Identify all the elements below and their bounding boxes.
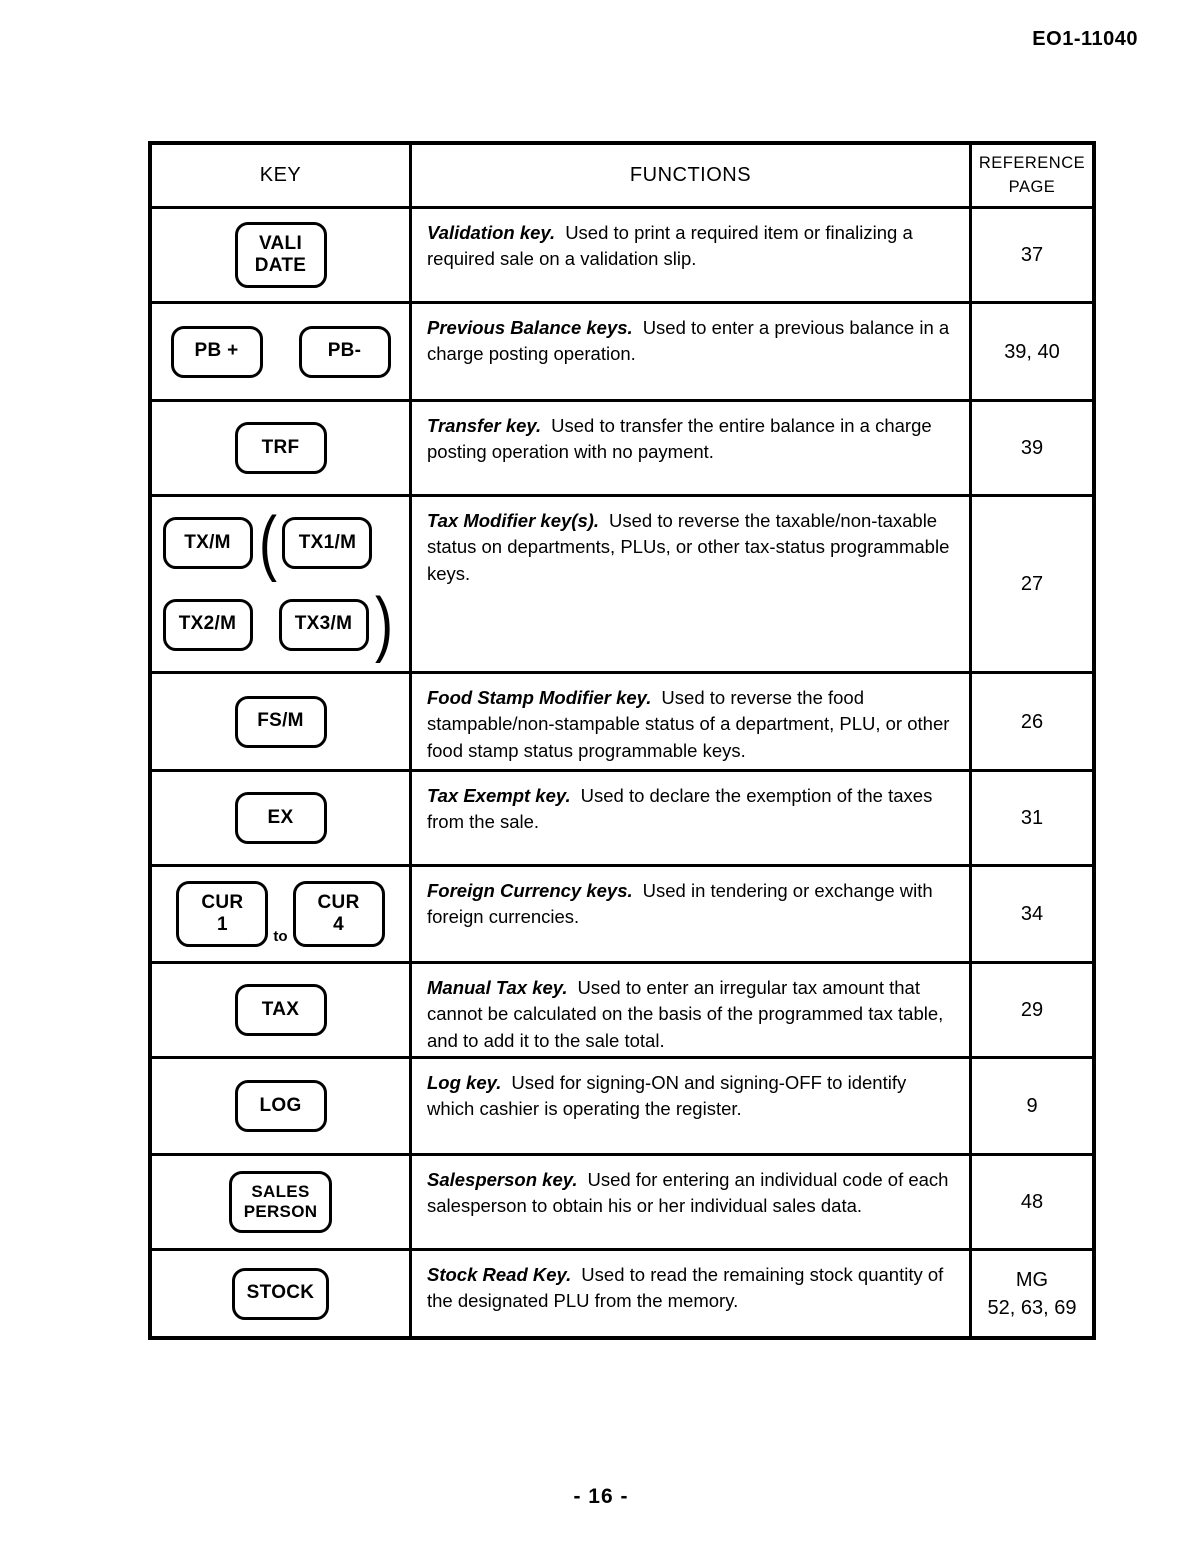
key-cell-manual-tax: [152, 964, 412, 1056]
key-cell-salesperson: [152, 1156, 412, 1248]
reference-cell-salesperson: [972, 1156, 1092, 1248]
function-name: Food Stamp Modifier key.: [427, 687, 652, 708]
key-label: TX/M: [184, 532, 231, 554]
function-description: Used to enter an irregular tax amount that cannot be calculated on the basis of the programmed tax table, and to add it to the sale total.: [427, 977, 944, 1051]
function-cell-previous-balance: [412, 304, 972, 399]
key-tx3-m: [279, 599, 369, 651]
key-label: DATE: [254, 255, 307, 276]
page-number: - 16 -: [573, 1485, 629, 1508]
table-row-food-stamp-modifier: [152, 674, 1092, 772]
reference-cell-tax-modifier: [972, 497, 1092, 671]
key-tx1-m: [282, 517, 372, 569]
function-name: Manual Tax key.: [427, 977, 568, 998]
function-name: Salesperson key.: [427, 1169, 578, 1190]
function-description: Used for signing-ON and signing-OFF to identify which cashier is operating the register.: [427, 1072, 907, 1120]
table-row-tax-modifier: [152, 497, 1092, 674]
function-name: Tax Exempt key.: [427, 785, 571, 806]
key-functions-table: [148, 141, 1096, 1340]
function-name: Stock Read Key.: [427, 1264, 572, 1285]
function-description: Used in tendering or exchange with foreign currencies.: [427, 880, 933, 928]
key-cell-food-stamp-modifier: [152, 674, 412, 769]
key-label: 4: [333, 914, 345, 935]
function-cell-salesperson: [412, 1156, 972, 1248]
key-cell-foreign-currency: [152, 867, 412, 961]
table-row-manual-tax: [152, 964, 1092, 1059]
reference-cell-log: [972, 1059, 1092, 1153]
key-range: [176, 881, 384, 948]
function-description: Used to enter a previous balance in a charge posting operation.: [427, 317, 950, 365]
reference-cell-transfer: [972, 402, 1092, 494]
function-description: Used to reverse the taxable/non-taxable status on departments, PLUs, or other tax-status programmable keys.: [427, 510, 950, 584]
table-body: [152, 209, 1092, 1336]
reference-cell-validate: [972, 209, 1092, 301]
table-row-previous-balance: [152, 304, 1092, 402]
reference-page-value: 39: [1020, 437, 1044, 459]
table-row-salesperson: [152, 1156, 1092, 1251]
tax-modifier-row-1: [163, 502, 399, 583]
key-tx-m: [163, 517, 253, 569]
key-cell-transfer: [152, 402, 412, 494]
table-header-row: [152, 145, 1092, 209]
doc-code: EO1-11040: [1032, 28, 1138, 50]
reference-cell-manual-tax: [972, 964, 1092, 1056]
key-sales-person: [229, 1171, 333, 1233]
key-label: VALI: [258, 232, 303, 254]
reference-cell-previous-balance: [972, 304, 1092, 399]
table-row-tax-exempt: [152, 772, 1092, 867]
key-label: CUR: [317, 891, 360, 913]
function-cell-validate: [412, 209, 972, 301]
key-tax: [235, 984, 327, 1036]
function-name: Validation key.: [427, 222, 556, 243]
reference-page-value: 31: [1020, 807, 1044, 829]
key-label: TX3/M: [294, 613, 353, 635]
key-label: TRF: [261, 436, 300, 458]
reference-page-value: MG: [1015, 1268, 1049, 1291]
key-cur-4: [293, 881, 385, 948]
key-label: STOCK: [246, 1282, 315, 1304]
reference-page-value: 9: [1026, 1095, 1038, 1117]
open-paren-decoration: (: [258, 502, 277, 583]
table-row-stock-read: [152, 1251, 1092, 1336]
key-label: FS/M: [257, 710, 304, 732]
key-label: TX1/M: [298, 532, 357, 554]
function-cell-foreign-currency: [412, 867, 972, 961]
function-name: Previous Balance keys.: [427, 317, 633, 338]
key-pair: [171, 326, 391, 378]
key-cell-tax-modifier: [152, 497, 412, 671]
function-description: Used to declare the exemption of the taxes from the sale.: [427, 785, 933, 833]
function-cell-log: [412, 1059, 972, 1153]
key-vali-date: [235, 222, 327, 289]
function-name: Log key.: [427, 1072, 502, 1093]
key-tx2-m: [163, 599, 253, 651]
key-fs-m: [235, 696, 327, 748]
key-pb: [299, 326, 391, 378]
function-description: Used to transfer the entire balance in a charge posting operation with no payment.: [427, 415, 932, 463]
range-word: to: [273, 928, 288, 946]
function-description: Used to reverse the food stampable/non-stampable status of a department, PLU, or other food stamp status programmable keys.: [427, 687, 950, 761]
reference-page-value: 37: [1020, 244, 1044, 266]
header-reference-line1: REFERENCE: [978, 153, 1086, 172]
reference-cell-stock-read: [972, 1251, 1092, 1336]
key-label: TX2/M: [178, 613, 237, 635]
function-cell-tax-exempt: [412, 772, 972, 864]
key-label: TAX: [261, 998, 300, 1020]
key-cell-tax-exempt: [152, 772, 412, 864]
key-label: LOG: [259, 1094, 302, 1116]
key-label: EX: [267, 806, 294, 828]
reference-page-value: 39, 40: [1004, 340, 1060, 363]
key-label: PB-: [327, 340, 362, 362]
table-row-transfer: [152, 402, 1092, 497]
key-label: PB +: [194, 340, 239, 362]
function-description: Used to read the remaining stock quantity of the designated PLU from the memory.: [427, 1264, 944, 1312]
reference-page-value: 48: [1020, 1191, 1044, 1213]
reference-page-value: 52, 63, 69: [987, 1296, 1077, 1319]
header-functions: FUNCTIONS: [412, 145, 972, 206]
key-cur-1: [176, 881, 268, 948]
key-ex: [235, 792, 327, 844]
table-row-log: [152, 1059, 1092, 1156]
key-pb: [171, 326, 263, 378]
key-label: PERSON: [243, 1202, 318, 1221]
header-reference-line2: PAGE: [1008, 177, 1056, 196]
function-cell-tax-modifier: [412, 497, 972, 671]
function-description: Used for entering an individual code of each salesperson to obtain his or her individual sales data.: [427, 1169, 949, 1217]
table-row-validate: [152, 209, 1092, 304]
function-cell-stock-read: [412, 1251, 972, 1336]
key-cell-log: [152, 1059, 412, 1153]
reference-cell-tax-exempt: [972, 772, 1092, 864]
function-name: Transfer key.: [427, 415, 542, 436]
header-key: KEY: [152, 145, 412, 206]
reference-cell-foreign-currency: [972, 867, 1092, 961]
key-label: CUR: [201, 891, 244, 913]
reference-page-value: 29: [1020, 999, 1044, 1021]
reference-page-value: 27: [1020, 573, 1044, 595]
reference-page-value: 26: [1020, 710, 1044, 733]
reference-page-value: 34: [1020, 903, 1044, 925]
key-cell-stock-read: [152, 1251, 412, 1336]
tax-modifier-key-grid: [163, 502, 399, 664]
key-stock: [232, 1268, 330, 1320]
close-paren-decoration: ): [374, 584, 393, 664]
table-row-foreign-currency: [152, 867, 1092, 964]
key-cell-validate: [152, 209, 412, 301]
key-log: [235, 1080, 327, 1132]
key-cell-previous-balance: [152, 304, 412, 399]
function-cell-food-stamp-modifier: [412, 674, 972, 769]
reference-cell-food-stamp-modifier: [972, 674, 1092, 769]
function-name: Tax Modifier key(s).: [427, 510, 600, 531]
function-cell-transfer: [412, 402, 972, 494]
tax-modifier-row-2: [163, 584, 399, 664]
function-description: Used to print a required item or finalizing a required sale on a validation slip.: [427, 222, 913, 270]
key-label: SALES: [251, 1181, 310, 1201]
function-cell-manual-tax: [412, 964, 972, 1056]
header-reference-page: [972, 145, 1092, 206]
key-label: 1: [216, 914, 228, 935]
function-name: Foreign Currency keys.: [427, 880, 633, 901]
key-trf: [235, 422, 327, 474]
